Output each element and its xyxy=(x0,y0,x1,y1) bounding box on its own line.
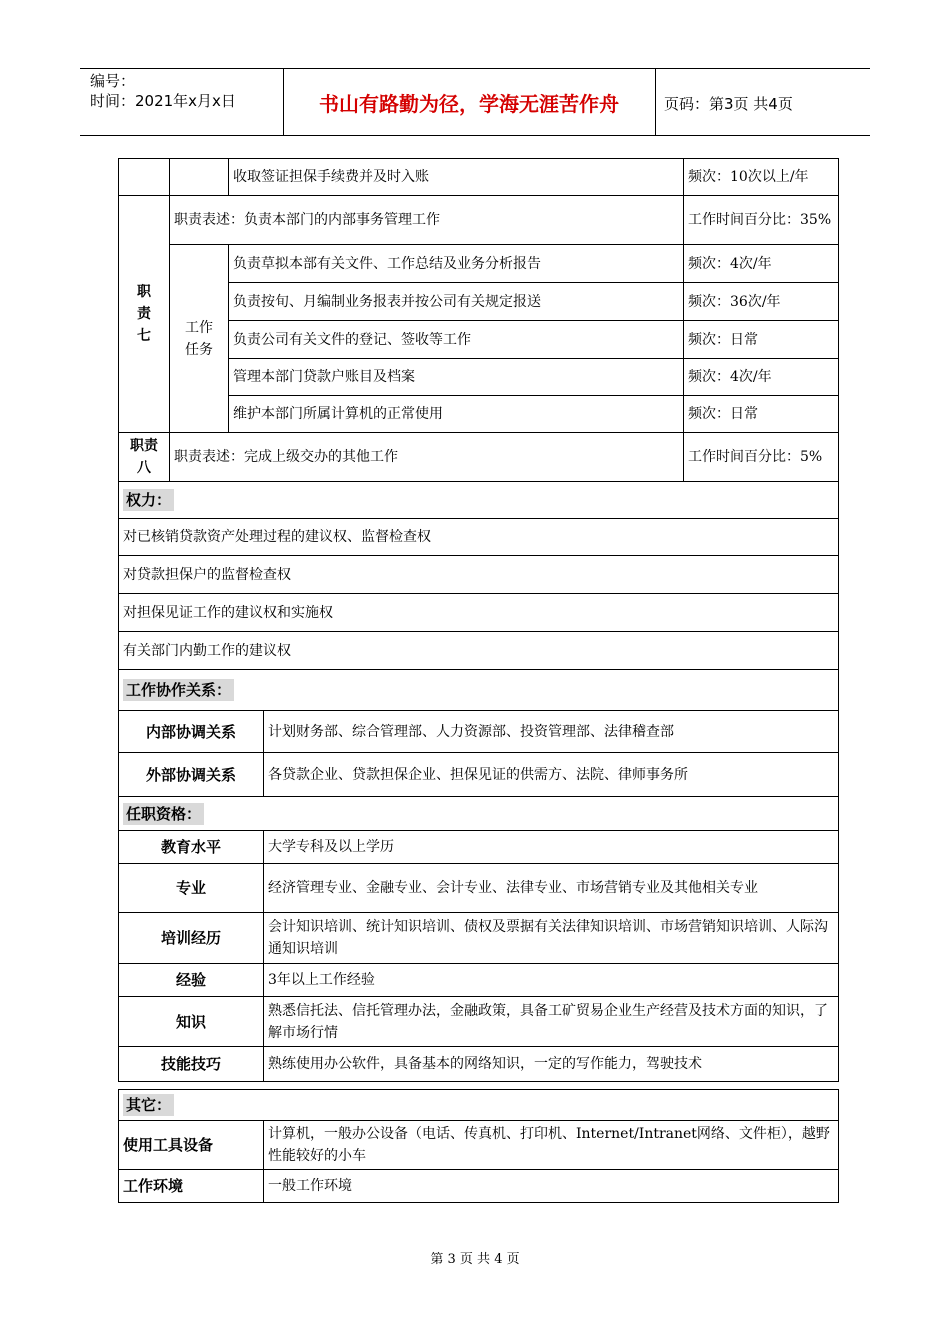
duty-7-time-percentage: 工作时间百分比：35% xyxy=(683,195,839,245)
internal-relations-label: 内部协调关系 xyxy=(118,710,264,753)
knowledge-value: 熟悉信托法、信托管理办法，金融政策，具备工矿贸易企业生产经营及技术方面的知识，了解市场行情 xyxy=(263,996,839,1047)
header-motto: 书山有路勤为径，学海无涯苦作舟 xyxy=(319,92,619,116)
duty-7-task-5: 维护本部门所属计算机的正常使用 xyxy=(228,395,684,433)
duty-7-task-4: 管理本部门贷款户账目及档案 xyxy=(228,358,684,396)
duty-7-task-3-frequency: 频次：日常 xyxy=(683,320,839,359)
relations-section-header xyxy=(118,669,839,711)
duty-8-description: 职责表述：完成上级交办的其他工作 xyxy=(169,432,684,482)
duty-7-task-2-frequency: 频次：36次/年 xyxy=(683,282,839,321)
experience-value: 3年以上工作经验 xyxy=(263,963,839,997)
header-divider-left xyxy=(283,68,284,136)
authority-section-header xyxy=(118,481,839,519)
task-label-cell-empty xyxy=(169,158,229,196)
duty-7-description: 职责表述：负责本部门的内部事务管理工作 xyxy=(169,195,684,245)
duty-label-cell-empty xyxy=(118,158,170,196)
education-label: 教育水平 xyxy=(118,830,264,864)
authority-item-2: 对贷款担保户的监督检查权 xyxy=(118,555,839,594)
duty-7-task-5-frequency: 频次：日常 xyxy=(683,395,839,433)
other-section-header xyxy=(118,1089,839,1121)
header-divider-right xyxy=(655,68,656,136)
qualifications-section-header xyxy=(118,796,839,831)
qualifications-title: 任职资格： xyxy=(123,803,204,825)
internal-relations-value: 计划财务部、综合管理部、人力资源部、投资管理部、法律稽查部 xyxy=(263,710,839,753)
major-value: 经济管理专业、金融专业、会计专业、法律专业、市场营销专业及其他相关专业 xyxy=(263,863,839,913)
authority-item-4: 有关部门内勤工作的建议权 xyxy=(118,631,839,670)
duty-7-task-1: 负责草拟本部有关文件、工作总结及业务分析报告 xyxy=(228,244,684,283)
duty-7-task-4-frequency: 频次：4次/年 xyxy=(683,358,839,396)
task-frequency: 频次：10次以上/年 xyxy=(683,158,839,196)
authority-title: 权力： xyxy=(123,489,174,511)
header-page-label: 页码：第3页 共4页 xyxy=(664,95,793,113)
duty-7-task-1-frequency: 频次：4次/年 xyxy=(683,244,839,283)
tools-label: 使用工具设备 xyxy=(118,1120,264,1170)
experience-label: 经验 xyxy=(118,963,264,997)
training-value: 会计知识培训、统计知识培训、债权及票据有关法律知识培训、市场营销知识培训、人际沟通知识培训 xyxy=(263,912,839,964)
page-footer: 第 3 页 共 4 页 xyxy=(430,1252,520,1267)
knowledge-label: 知识 xyxy=(118,996,264,1047)
task-text: 收取签证担保手续费并及时入账 xyxy=(228,158,684,196)
header-date-label: 时间：2021年x月x日 xyxy=(90,92,236,110)
authority-item-3: 对担保见证工作的建议权和实施权 xyxy=(118,593,839,632)
training-label: 培训经历 xyxy=(118,912,264,964)
duty-8-time-percentage: 工作时间百分比：5% xyxy=(683,432,839,482)
authority-item-1: 对已核销贷款资产处理过程的建议权、监督检查权 xyxy=(118,518,839,556)
environment-value: 一般工作环境 xyxy=(263,1169,839,1203)
skills-label: 技能技巧 xyxy=(118,1046,264,1082)
duty-7-task-label: 工作任务 xyxy=(169,244,229,433)
duty-7-label: 职责七 xyxy=(118,195,170,433)
duty-8-label: 职责八 xyxy=(118,432,170,482)
relations-title: 工作协作关系： xyxy=(123,679,234,701)
header-number-label: 编号： xyxy=(90,72,136,90)
major-label: 专业 xyxy=(118,863,264,913)
external-relations-value: 各贷款企业、贷款担保企业、担保见证的供需方、法院、律师事务所 xyxy=(263,752,839,797)
header-top-rule xyxy=(80,68,870,69)
duty-7-task-3: 负责公司有关文件的登记、签收等工作 xyxy=(228,320,684,359)
skills-value: 熟练使用办公软件，具备基本的网络知识，一定的写作能力，驾驶技术 xyxy=(263,1046,839,1082)
header-bottom-rule xyxy=(80,135,870,136)
tools-value: 计算机，一般办公设备（电话、传真机、打印机、Internet/Intranet网络、文件柜），越野性能较好的小车 xyxy=(263,1120,839,1170)
other-title: 其它： xyxy=(123,1094,174,1116)
education-value: 大学专科及以上学历 xyxy=(263,830,839,864)
environment-label: 工作环境 xyxy=(118,1169,264,1203)
duty-7-task-2: 负责按旬、月编制业务报表并按公司有关规定报送 xyxy=(228,282,684,321)
external-relations-label: 外部协调关系 xyxy=(118,752,264,797)
